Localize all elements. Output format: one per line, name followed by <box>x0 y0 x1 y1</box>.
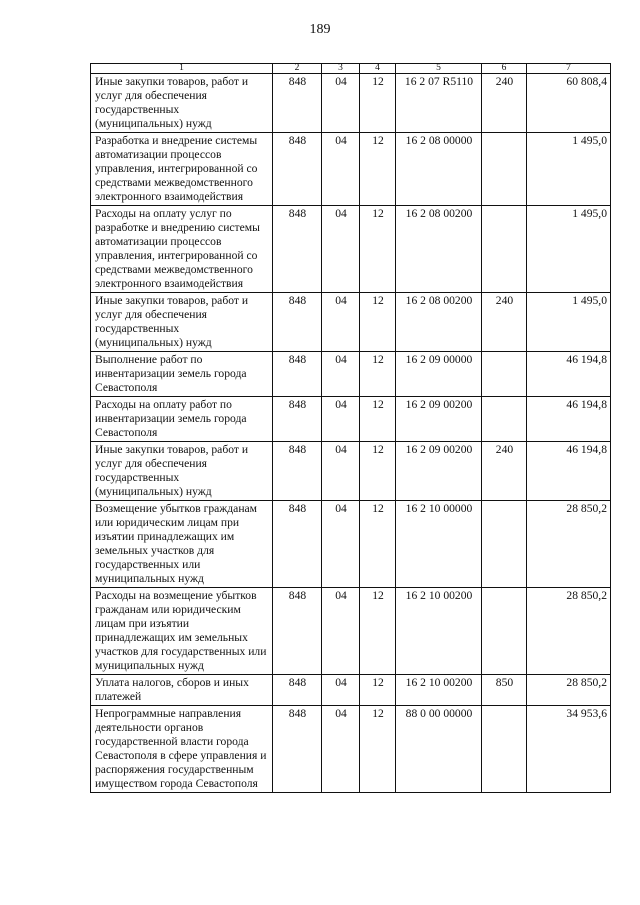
row-sum-cell: 28 850,2 <box>527 588 611 675</box>
table-row <box>91 501 611 588</box>
row-pr-cell: 12 <box>360 397 396 442</box>
row-csr-cell: 16 2 10 00200 <box>396 588 482 675</box>
row-name-cell: Иные закупки товаров, работ и услуг для обеспечения государственных (муниципальных) нужд <box>91 74 273 133</box>
row-sum-cell: 46 194,8 <box>527 442 611 501</box>
row-name-cell: Иные закупки товаров, работ и услуг для обеспечения государственных (муниципальных) нужд <box>91 293 273 352</box>
row-gr-cell: 848 <box>273 206 322 293</box>
row-vr-cell <box>482 588 527 675</box>
row-rz-cell: 04 <box>322 706 360 793</box>
row-pr-cell: 12 <box>360 293 396 352</box>
row-sum-cell: 1 495,0 <box>527 133 611 206</box>
row-vr-cell: 850 <box>482 675 527 706</box>
row-sum-cell: 1 495,0 <box>527 206 611 293</box>
column-header: 2 <box>273 64 322 74</box>
budget-table <box>90 63 611 793</box>
table-row <box>91 293 611 352</box>
row-vr-cell: 240 <box>482 293 527 352</box>
row-rz-cell: 04 <box>322 588 360 675</box>
row-pr-cell: 12 <box>360 706 396 793</box>
row-rz-cell: 04 <box>322 442 360 501</box>
column-header: 7 <box>527 64 611 74</box>
row-name-cell: Разработка и внедрение системы автоматизации процессов управления, интегрированной со средствами межведомственного электронного взаимодействия <box>91 133 273 206</box>
table-row <box>91 206 611 293</box>
row-csr-cell: 88 0 00 00000 <box>396 706 482 793</box>
row-csr-cell: 16 2 10 00000 <box>396 501 482 588</box>
page-number: 189 <box>309 22 331 37</box>
row-csr-cell: 16 2 08 00200 <box>396 293 482 352</box>
row-sum-cell: 28 850,2 <box>527 675 611 706</box>
row-vr-cell <box>482 706 527 793</box>
table-row <box>91 675 611 706</box>
row-rz-cell: 04 <box>322 206 360 293</box>
row-rz-cell: 04 <box>322 397 360 442</box>
table-row <box>91 352 611 397</box>
row-rz-cell: 04 <box>322 74 360 133</box>
row-gr-cell: 848 <box>273 352 322 397</box>
row-csr-cell: 16 2 07 R5110 <box>396 74 482 133</box>
row-name-cell: Расходы на оплату услуг по разработке и внедрению системы автоматизации процессов управления, интегрированной со средствами межведомственного электронного взаимодействия <box>91 206 273 293</box>
column-header: 6 <box>482 64 527 74</box>
table-row <box>91 442 611 501</box>
row-gr-cell: 848 <box>273 74 322 133</box>
row-name-cell: Расходы на возмещение убытков гражданам или юридическим лицам при изъятии принадлежащих им земельных участков для государственных или муниципальных нужд <box>91 588 273 675</box>
row-pr-cell: 12 <box>360 501 396 588</box>
row-vr-cell <box>482 206 527 293</box>
row-gr-cell: 848 <box>273 397 322 442</box>
row-csr-cell: 16 2 10 00200 <box>396 675 482 706</box>
column-header: 1 <box>91 64 273 74</box>
row-pr-cell: 12 <box>360 352 396 397</box>
row-vr-cell: 240 <box>482 442 527 501</box>
row-pr-cell: 12 <box>360 442 396 501</box>
row-gr-cell: 848 <box>273 501 322 588</box>
table-row <box>91 706 611 793</box>
row-gr-cell: 848 <box>273 442 322 501</box>
row-sum-cell: 1 495,0 <box>527 293 611 352</box>
row-pr-cell: 12 <box>360 675 396 706</box>
column-header: 3 <box>322 64 360 74</box>
row-csr-cell: 16 2 09 00200 <box>396 397 482 442</box>
row-name-cell: Выполнение работ по инвентаризации земель города Севастополя <box>91 352 273 397</box>
row-rz-cell: 04 <box>322 352 360 397</box>
header-row <box>91 64 611 74</box>
row-name-cell: Иные закупки товаров, работ и услуг для обеспечения государственных (муниципальных) нужд <box>91 442 273 501</box>
row-sum-cell: 34 953,6 <box>527 706 611 793</box>
row-pr-cell: 12 <box>360 206 396 293</box>
row-gr-cell: 848 <box>273 293 322 352</box>
row-csr-cell: 16 2 08 00200 <box>396 206 482 293</box>
row-rz-cell: 04 <box>322 501 360 588</box>
row-vr-cell <box>482 501 527 588</box>
row-vr-cell <box>482 352 527 397</box>
row-pr-cell: 12 <box>360 588 396 675</box>
row-vr-cell <box>482 133 527 206</box>
column-header: 4 <box>360 64 396 74</box>
row-rz-cell: 04 <box>322 133 360 206</box>
row-vr-cell: 240 <box>482 74 527 133</box>
row-csr-cell: 16 2 09 00000 <box>396 352 482 397</box>
row-sum-cell: 46 194,8 <box>527 397 611 442</box>
row-name-cell: Расходы на оплату работ по инвентаризации земель города Севастополя <box>91 397 273 442</box>
column-header: 5 <box>396 64 482 74</box>
table-row <box>91 74 611 133</box>
row-rz-cell: 04 <box>322 293 360 352</box>
row-name-cell: Возмещение убытков гражданам или юридическим лицам при изъятии принадлежащих им земельных участков для государственных или муниципальных нужд <box>91 501 273 588</box>
row-rz-cell: 04 <box>322 675 360 706</box>
row-sum-cell: 46 194,8 <box>527 352 611 397</box>
row-gr-cell: 848 <box>273 133 322 206</box>
row-csr-cell: 16 2 09 00200 <box>396 442 482 501</box>
row-csr-cell: 16 2 08 00000 <box>396 133 482 206</box>
row-sum-cell: 60 808,4 <box>527 74 611 133</box>
row-name-cell: Уплата налогов, сборов и иных платежей <box>91 675 273 706</box>
row-sum-cell: 28 850,2 <box>527 501 611 588</box>
row-pr-cell: 12 <box>360 74 396 133</box>
table-row <box>91 588 611 675</box>
row-name-cell: Непрограммные направления деятельности органов государственной власти города Севастополя в сфере управления и распоряжения государственным имуществом города Севастополя <box>91 706 273 793</box>
table-row <box>91 397 611 442</box>
table-row <box>91 133 611 206</box>
row-pr-cell: 12 <box>360 133 396 206</box>
row-gr-cell: 848 <box>273 706 322 793</box>
row-vr-cell <box>482 397 527 442</box>
row-gr-cell: 848 <box>273 675 322 706</box>
row-gr-cell: 848 <box>273 588 322 675</box>
